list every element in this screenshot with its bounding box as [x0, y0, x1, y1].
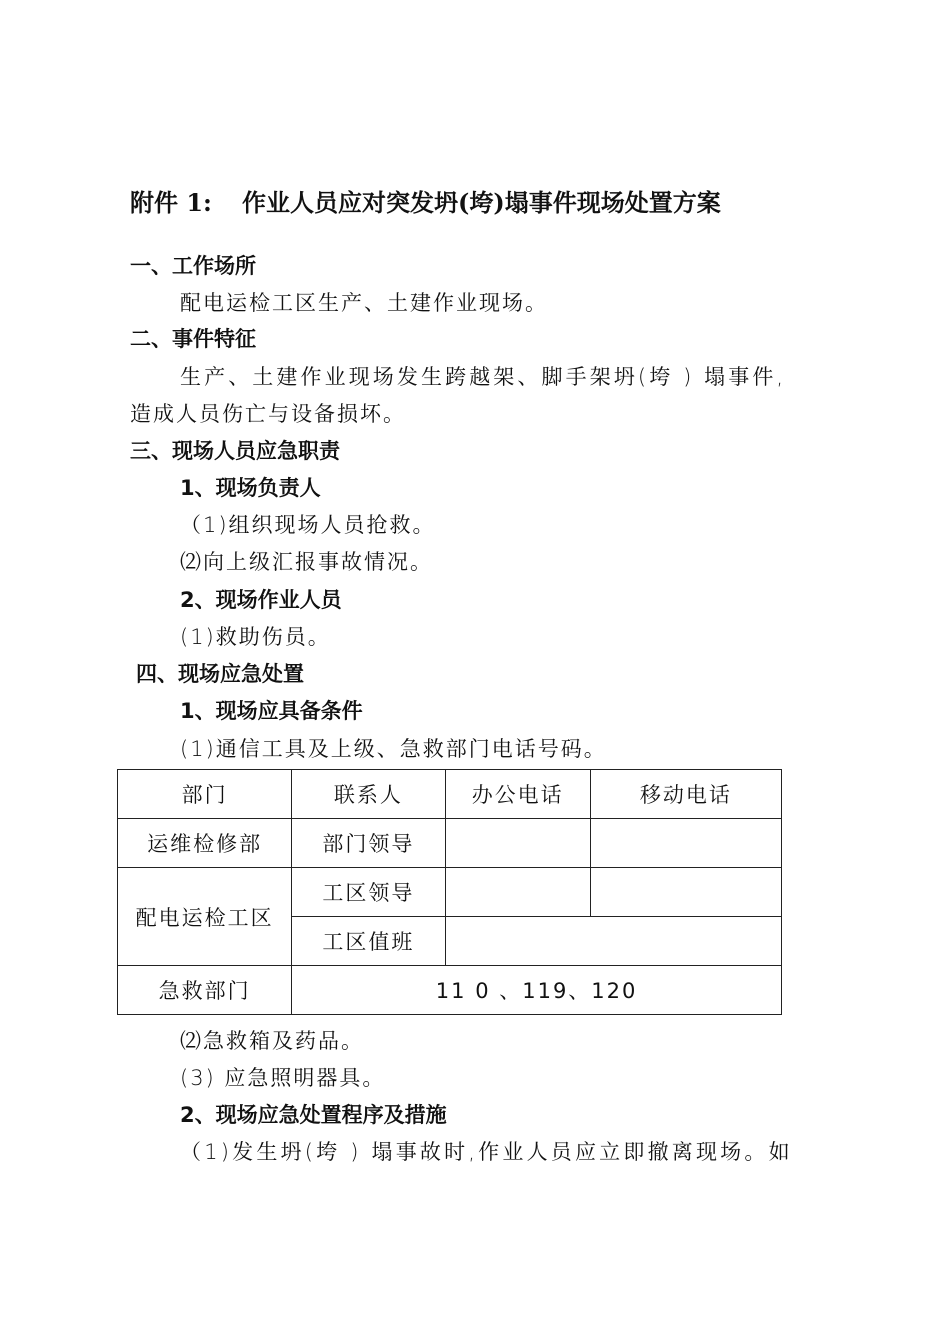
section-heading-response: 四、现场应急处置 — [136, 662, 304, 686]
mobile-phone-cell — [590, 868, 781, 917]
phone-cell — [445, 917, 781, 966]
header-cell: 移动电话 — [590, 770, 781, 819]
document-title — [130, 183, 721, 218]
list-item: ⑵向上级汇报事故情况。 — [180, 550, 433, 574]
section-heading-duties: 三、现场人员应急职责 — [130, 439, 340, 463]
office-phone-cell — [445, 868, 590, 917]
header-cell: 部门 — [118, 770, 292, 819]
header-cell: 联系人 — [292, 770, 445, 819]
list-item: (3) 应急照明器具。 — [180, 1066, 386, 1090]
subheading-site-workers: 2、现场作业人员 — [180, 588, 342, 612]
section-heading-workplace: 一、工作场所 — [130, 254, 256, 278]
list-item: (1)通信工具及上级、急救部门电话号码。 — [180, 737, 607, 761]
section-body-event-line2: 造成人员伤亡与设备损坏。 — [130, 402, 406, 426]
section-heading-event: 二、事件特征 — [130, 327, 256, 351]
list-item: ⑵急救箱及药品。 — [180, 1029, 364, 1053]
table-header-row — [118, 770, 782, 819]
subheading-procedures: 2、现场应急处置程序及措施 — [180, 1103, 447, 1127]
dept-cell: 运维检修部 — [118, 819, 292, 868]
list-item: （1)发生坍(垮 ) 塌事故时,作业人员应立即撤离现场。如 — [180, 1140, 793, 1164]
header-cell: 办公电话 — [445, 770, 590, 819]
office-phone-cell — [445, 819, 590, 868]
subheading-conditions: 1、现场应具备条件 — [180, 699, 363, 723]
dept-cell: 急救部门 — [118, 966, 292, 1015]
contact-cell: 工区值班 — [292, 917, 445, 966]
subheading-site-leader: 1、现场负责人 — [180, 476, 321, 500]
attachment-label: 附件 1: — [130, 188, 212, 217]
contact-table — [117, 769, 782, 1015]
section-body-workplace: 配电运检工区生产、土建作业现场。 — [180, 291, 548, 315]
list-item: （1)组织现场人员抢救。 — [180, 513, 436, 537]
table-row — [118, 966, 782, 1015]
dept-cell: 配电运检工区 — [118, 868, 292, 966]
table-row — [118, 868, 782, 917]
emergency-numbers-cell: 11 0 、119、120 — [292, 966, 782, 1015]
list-item: (1)救助伤员。 — [180, 625, 331, 649]
table-row — [118, 819, 782, 868]
section-body-event-line1: 生产、土建作业现场发生跨越架、脚手架坍(垮 ) 塌事件, — [180, 365, 787, 389]
mobile-phone-cell — [590, 819, 781, 868]
contact-cell: 部门领导 — [292, 819, 445, 868]
title-text: 作业人员应对突发坍(垮)塌事件现场处置方案 — [242, 188, 721, 217]
contact-cell: 工区领导 — [292, 868, 445, 917]
